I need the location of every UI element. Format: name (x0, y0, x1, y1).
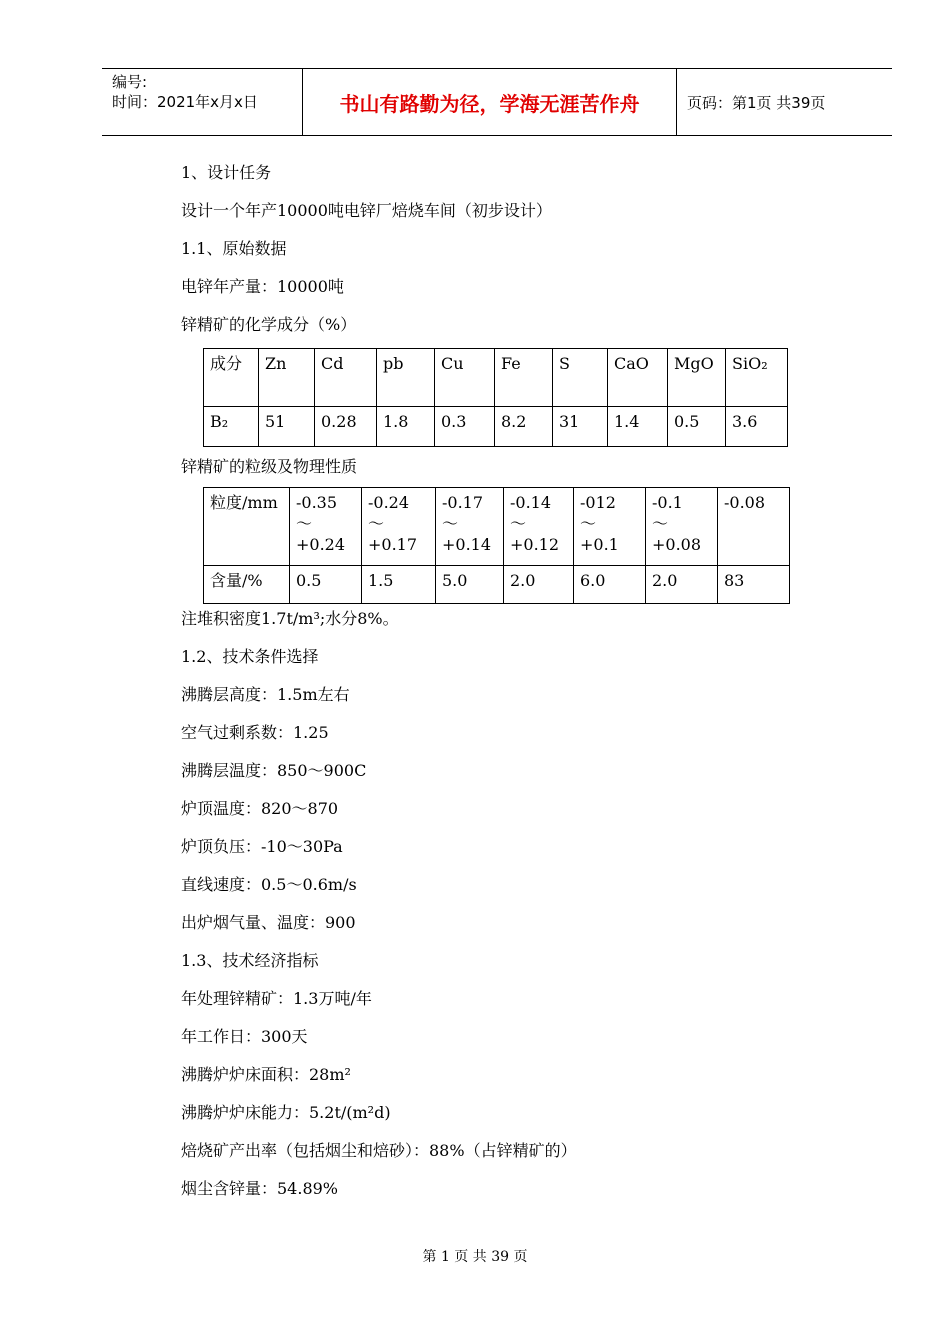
particle-table-wrap (203, 487, 821, 604)
table-cell: 51 (259, 407, 315, 447)
table-cell: 6.0 (574, 566, 646, 604)
table-cell: 5.0 (436, 566, 504, 604)
text-line: 沸腾炉炉床面积：28m² (181, 1065, 351, 1084)
date-label: 时间：2021年x月x日 (112, 93, 258, 111)
text-line: 烟尘含锌量：54.89% (181, 1179, 339, 1198)
text-line: 锌精矿的化学成分（%） (181, 315, 357, 334)
table-cell: 1.8 (377, 407, 435, 447)
table-row (204, 488, 790, 566)
table-cell: Fe (495, 349, 553, 407)
text-line: 焙烧矿产出率（包括烟尘和焙砂）：88%（占锌精矿的） (181, 1141, 577, 1160)
text-line: 1.3、技术经济指标 (181, 951, 319, 970)
particle-table-title: 锌精矿的粒级及物理性质 (181, 457, 358, 476)
text-line: 炉顶温度：820～870 (181, 799, 339, 818)
table-cell: -0.35 ～ +0.24 (290, 488, 362, 566)
table-cell: S (553, 349, 608, 407)
text-line: 空气过剩系数：1.25 (181, 723, 329, 742)
header-meta (102, 69, 303, 135)
table-cell: 0.3 (435, 407, 495, 447)
table-row (204, 407, 788, 447)
text-line: 注堆积密度1.7t/m³;水分8%。 (181, 609, 399, 628)
table-cell: -0.14 ～ +0.12 (504, 488, 574, 566)
number-label: 编号: (112, 73, 148, 91)
table-cell: MgO (668, 349, 726, 407)
text-line: 1.1、原始数据 (181, 239, 287, 258)
table-cell: 2.0 (504, 566, 574, 604)
intro-section (181, 158, 821, 348)
table-cell: 2.0 (646, 566, 718, 604)
composition-table-wrap (203, 348, 821, 447)
text-line: 年工作日：300天 (181, 1027, 308, 1046)
text-line: 年处理锌精矿：1.3万吨/年 (181, 989, 372, 1008)
table-cell: 成分 (204, 349, 259, 407)
chemical-composition-table (203, 348, 788, 447)
table-cell: -012 ～ +0.1 (574, 488, 646, 566)
table-cell: 粒度/mm (204, 488, 290, 566)
page-footer: 第 1 页 共 39 页 (422, 1249, 528, 1265)
table-cell: CaO (608, 349, 668, 407)
text-line: 沸腾炉炉床能力：5.2t/(m²d) (181, 1103, 391, 1122)
table-cell: B₂ (204, 407, 259, 447)
table-cell: 3.6 (726, 407, 788, 447)
text-line: 电锌年产量：10000吨 (181, 277, 344, 296)
table-cell: Zn (259, 349, 315, 407)
table-cell: -0.24 ～ +0.17 (362, 488, 436, 566)
text-line: 直线速度：0.5～0.6m/s (181, 875, 357, 894)
table-cell: 0.5 (290, 566, 362, 604)
text-line: 出炉烟气量、温度：900 (181, 913, 356, 932)
table-cell: 1.4 (608, 407, 668, 447)
table-cell: 1.5 (362, 566, 436, 604)
table-cell: -0.1 ～ +0.08 (646, 488, 718, 566)
text-line: 1.2、技术条件选择 (181, 647, 319, 666)
table-cell: 31 (553, 407, 608, 447)
table-cell: pb (377, 349, 435, 407)
document-body (181, 158, 821, 1212)
table-cell: 8.2 (495, 407, 553, 447)
header-page-label: 页码：第1页 共39页 (687, 93, 826, 112)
text-line: 设计一个年产10000吨电锌厂焙烧车间（初步设计） (181, 201, 552, 220)
table-row (204, 349, 788, 407)
particle-size-table (203, 487, 790, 604)
table-cell: 0.28 (315, 407, 377, 447)
table-cell: 0.5 (668, 407, 726, 447)
table-cell: SiO₂ (726, 349, 788, 407)
page-header (102, 68, 892, 136)
text-line: 沸腾层高度：1.5m左右 (181, 685, 350, 704)
table-cell: Cu (435, 349, 495, 407)
conditions-section (181, 604, 821, 1212)
header-motto: 书山有路勤为径，学海无涯苦作舟 (303, 69, 677, 135)
table-cell: Cd (315, 349, 377, 407)
table-cell: -0.08 (718, 488, 790, 566)
text-line: 炉顶负压：-10～30Pa (181, 837, 343, 856)
text-line: 1、设计任务 (181, 163, 272, 182)
table-cell: 83 (718, 566, 790, 604)
table-cell: -0.17 ～ +0.14 (436, 488, 504, 566)
table-cell: 含量/% (204, 566, 290, 604)
table-row (204, 566, 790, 604)
text-line: 沸腾层温度：850～900C (181, 761, 367, 780)
